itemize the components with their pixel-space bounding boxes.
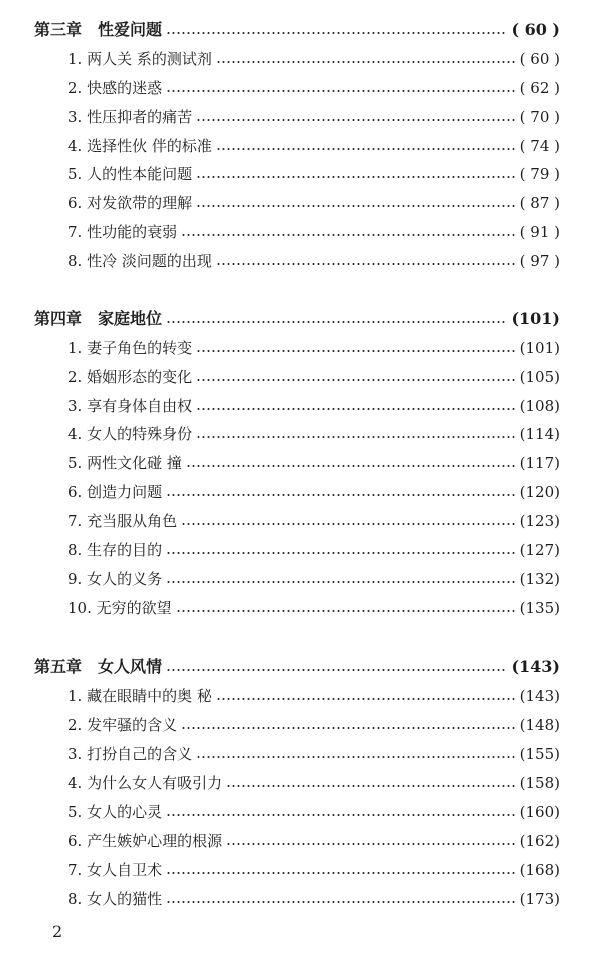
toc-page-number: (160) bbox=[519, 803, 560, 821]
dot-leader bbox=[166, 581, 516, 583]
toc-section-row bbox=[0, 800, 608, 824]
dot-leader bbox=[216, 148, 516, 150]
dot-leader bbox=[196, 176, 516, 178]
dot-leader bbox=[216, 263, 516, 265]
dot-leader bbox=[196, 350, 516, 352]
dot-leader bbox=[196, 379, 516, 381]
toc-page-number: (108) bbox=[519, 397, 560, 415]
toc-section-row bbox=[0, 742, 608, 766]
section-title: 6. 对发欲带的理解 bbox=[68, 194, 193, 212]
toc-page-number: (120) bbox=[519, 483, 560, 501]
toc-page-number: ( 87 ) bbox=[519, 194, 560, 212]
dot-leader bbox=[196, 436, 516, 438]
section-title: 3. 享有身体自由权 bbox=[68, 397, 193, 415]
dot-leader bbox=[181, 727, 516, 729]
dot-leader bbox=[166, 669, 507, 671]
section-title: 8. 生存的目的 bbox=[68, 541, 163, 559]
section-title: 7. 女人自卫术 bbox=[68, 861, 163, 879]
section-title: 1. 藏在眼睛中的奥 秘 bbox=[68, 687, 212, 705]
section-title: 5. 人的性本能问题 bbox=[68, 165, 193, 183]
section-title: 2. 婚姻形态的变化 bbox=[68, 368, 193, 386]
toc-page-number: (117) bbox=[519, 454, 560, 472]
toc-section-row bbox=[0, 336, 608, 360]
toc-chapter-row bbox=[0, 18, 608, 42]
chapter-title: 第三章 性爱问题 bbox=[34, 20, 163, 39]
toc-page-number: (143) bbox=[519, 687, 560, 705]
toc-section-row bbox=[0, 76, 608, 100]
toc-section-row bbox=[0, 422, 608, 446]
toc-page-number: (162) bbox=[519, 832, 560, 850]
dot-leader bbox=[166, 552, 516, 554]
section-title: 8. 女人的猫性 bbox=[68, 890, 163, 908]
chapter-title: 第四章 家庭地位 bbox=[34, 309, 163, 328]
toc-section-row bbox=[0, 887, 608, 911]
page-number: 2 bbox=[52, 922, 63, 941]
dot-leader bbox=[166, 321, 507, 323]
dot-leader bbox=[181, 523, 516, 525]
section-title: 4. 选择性伙 伴的标准 bbox=[68, 137, 212, 155]
dot-leader bbox=[186, 465, 516, 467]
dot-leader bbox=[166, 872, 516, 874]
section-title: 6. 创造力问题 bbox=[68, 483, 163, 501]
toc-section-row bbox=[0, 538, 608, 562]
section-title: 5. 两性文化碰 撞 bbox=[68, 454, 182, 472]
toc-section-row bbox=[0, 684, 608, 708]
toc-page-number: (168) bbox=[519, 861, 560, 879]
dot-leader bbox=[166, 814, 516, 816]
chapter-title: 第五章 女人风情 bbox=[34, 657, 163, 676]
section-title: 8. 性冷 淡问题的出现 bbox=[68, 252, 212, 270]
toc-page-number: ( 74 ) bbox=[519, 137, 560, 155]
toc-section-row bbox=[0, 47, 608, 71]
toc-page-number: (123) bbox=[519, 512, 560, 530]
toc-section-row bbox=[0, 567, 608, 591]
dot-leader bbox=[181, 234, 516, 236]
dot-leader bbox=[166, 90, 516, 92]
section-title: 4. 为什么女人有吸引力 bbox=[68, 774, 223, 792]
section-title: 5. 女人的心灵 bbox=[68, 803, 163, 821]
dot-leader bbox=[176, 610, 516, 612]
section-title: 3. 打扮自己的含义 bbox=[68, 745, 193, 763]
toc-page-number: (143) bbox=[511, 657, 560, 676]
toc-section-row bbox=[0, 771, 608, 795]
toc-chapter-row bbox=[0, 655, 608, 679]
toc-page-number: ( 60 ) bbox=[519, 50, 560, 68]
section-title: 4. 女人的特殊身份 bbox=[68, 425, 193, 443]
section-title: 1. 两人关 系的测试剂 bbox=[68, 50, 212, 68]
toc-page-number: (173) bbox=[519, 890, 560, 908]
dot-leader bbox=[196, 408, 516, 410]
section-title: 1. 妻子角色的转变 bbox=[68, 339, 193, 357]
section-title: 7. 充当服从角色 bbox=[68, 512, 178, 530]
dot-leader bbox=[216, 698, 516, 700]
toc-page-number: (101) bbox=[519, 339, 560, 357]
dot-leader bbox=[226, 843, 516, 845]
dot-leader bbox=[216, 61, 516, 63]
toc-section-row bbox=[0, 858, 608, 882]
toc-section-row bbox=[0, 365, 608, 389]
section-title: 2. 快感的迷惑 bbox=[68, 79, 163, 97]
toc-section-row bbox=[0, 134, 608, 158]
toc-section-row bbox=[0, 105, 608, 129]
toc-section-row bbox=[0, 509, 608, 533]
section-title: 7. 性功能的衰弱 bbox=[68, 223, 178, 241]
toc-section-row bbox=[0, 220, 608, 244]
toc-page-number: (127) bbox=[519, 541, 560, 559]
dot-leader bbox=[196, 756, 516, 758]
toc-page-number: ( 79 ) bbox=[519, 165, 560, 183]
toc-section-row bbox=[0, 713, 608, 737]
toc-page-number: ( 62 ) bbox=[519, 79, 560, 97]
toc-page-number: ( 60 ) bbox=[511, 20, 560, 39]
dot-leader bbox=[166, 901, 516, 903]
toc-chapter-row bbox=[0, 307, 608, 331]
toc-page-number: (132) bbox=[519, 570, 560, 588]
toc-page-number: (101) bbox=[511, 309, 560, 328]
section-title: 2. 发牢骚的含义 bbox=[68, 716, 178, 734]
section-title: 9. 女人的义务 bbox=[68, 570, 163, 588]
toc-section-row bbox=[0, 829, 608, 853]
toc-page-number: (114) bbox=[519, 425, 560, 443]
dot-leader bbox=[196, 205, 516, 207]
section-title: 10. 无穷的欲望 bbox=[68, 599, 172, 617]
toc-page-number: (105) bbox=[519, 368, 560, 386]
toc-page-number: (135) bbox=[519, 599, 560, 617]
section-title: 6. 产生嫉妒心理的根源 bbox=[68, 832, 223, 850]
dot-leader bbox=[196, 119, 516, 121]
dot-leader bbox=[226, 785, 516, 787]
dot-leader bbox=[166, 494, 516, 496]
toc-section-row bbox=[0, 394, 608, 418]
section-title: 3. 性压抑者的痛苦 bbox=[68, 108, 193, 126]
toc-section-row bbox=[0, 191, 608, 215]
toc-page-number: (148) bbox=[519, 716, 560, 734]
toc-page-number: (155) bbox=[519, 745, 560, 763]
toc-section-row bbox=[0, 162, 608, 186]
toc-page-number: (158) bbox=[519, 774, 560, 792]
toc-page-number: ( 97 ) bbox=[519, 252, 560, 270]
toc-section-row bbox=[0, 451, 608, 475]
toc-section-row bbox=[0, 596, 608, 620]
toc-page-number: ( 70 ) bbox=[519, 108, 560, 126]
toc-section-row bbox=[0, 480, 608, 504]
toc-page-number: ( 91 ) bbox=[519, 223, 560, 241]
dot-leader bbox=[166, 32, 507, 34]
toc-section-row bbox=[0, 249, 608, 273]
